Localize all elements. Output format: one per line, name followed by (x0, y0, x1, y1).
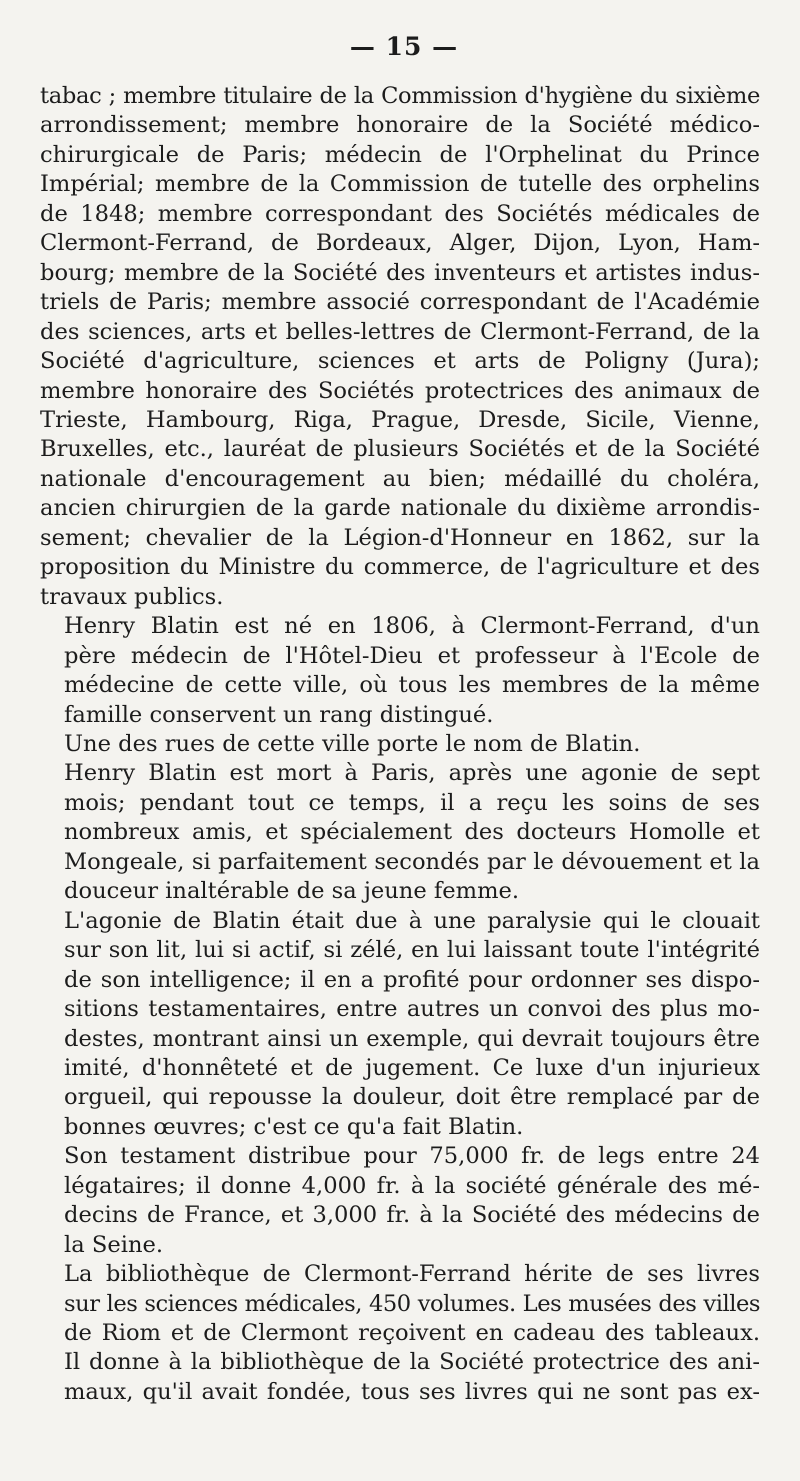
text-line: L'agonie de Blatin était due à une paralysie qui le clouait (64, 907, 760, 934)
text-line: tabac ; membre titulaire de la Commission d'hygiène du sixième (40, 83, 760, 109)
text-line: douceur inaltérable de sa jeune femme. (64, 878, 520, 905)
text-line: orgueil, qui repousse la douleur, doit être remplacé par de (64, 1084, 760, 1111)
paragraph (40, 82, 760, 612)
text-line: imité, d'honnêteté et de jugement. Ce luxe d'un injurieux (64, 1054, 760, 1081)
text-line: travaux publics. (40, 583, 224, 610)
text-line: arrondissement; membre honoraire de la Société médico- (40, 112, 760, 139)
text-line: mois; pendant tout ce temps, il a reçu les soins de ses (64, 789, 760, 816)
text-line: sement; chevalier de la Légion-d'Honneur en 1862, sur la (40, 524, 760, 551)
text-line: famille conservent un rang distingué. (64, 701, 494, 728)
text-line: proposition du Ministre du commerce, de l'agriculture et des (40, 554, 760, 581)
text-line: sitions testamentaires, entre autres un convoi des plus mo- (64, 996, 760, 1023)
text-line: Société d'agriculture, sciences et arts de Poligny (Jura); (40, 348, 760, 375)
text-line: Clermont-Ferrand, de Bordeaux, Alger, Dijon, Lyon, Ham- (40, 230, 760, 257)
text-line: bonnes œuvres; c'est ce qu'a fait Blatin. (64, 1113, 524, 1140)
text-line: destes, montrant ainsi un exemple, qui devrait toujours être (64, 1025, 760, 1052)
paragraph (40, 1142, 760, 1260)
paragraph (40, 1260, 760, 1407)
text-line: de son intelligence; il en a profité pour ordonner ses dispo- (64, 966, 760, 993)
text-line: Mongeale, si parfaitement secondés par le dévouement et la (64, 848, 760, 875)
text-line: La bibliothèque de Clermont-Ferrand hérite de ses livres (64, 1261, 760, 1288)
text-line: decins de France, et 3,000 fr. à la Société des médecins de (64, 1202, 760, 1229)
text-line: Henry Blatin est né en 1806, à Clermont-Ferrand, d'un (64, 613, 760, 640)
text-line: Impérial; membre de la Commission de tutelle des orphelins (40, 171, 760, 198)
text-line: nombreux amis, et spécialement des docteurs Homolle et (64, 819, 760, 846)
text-line: membre honoraire des Sociétés protectrices des animaux de (40, 377, 760, 404)
text-line: Trieste, Hambourg, Riga, Prague, Dresde, Sicile, Vienne, (40, 406, 760, 433)
text-line: Bruxelles, etc., lauréat de plusieurs Sociétés et de la Société (40, 436, 760, 463)
text-line: père médecin de l'Hôtel-Dieu et professeur à l'Ecole de (64, 642, 760, 669)
paragraph (40, 612, 760, 730)
text-line: des sciences, arts et belles-lettres de Clermont-Ferrand, de la (40, 318, 760, 345)
text-line: de Riom et de Clermont reçoivent en cadeau des tableaux. (64, 1320, 760, 1347)
text-line: chirurgicale de Paris; médecin de l'Orphelinat du Prince (40, 141, 760, 168)
text-line: bourg; membre de la Société des inventeurs et artistes indus- (40, 259, 760, 286)
body-text (40, 82, 760, 1407)
paragraph (40, 907, 760, 1143)
text-line: triels de Paris; membre associé correspondant de l'Académie (40, 289, 760, 316)
text-line: sur son lit, lui si actif, si zélé, en lui laissant toute l'intégrité (64, 937, 760, 964)
paragraph (40, 759, 760, 906)
text-line: Il donne à la bibliothèque de la Société protectrice des ani- (64, 1349, 760, 1376)
text-line: nationale d'encouragement au bien; médaillé du choléra, (40, 465, 760, 492)
text-line: sur les sciences médicales, 450 volumes. Les musées des villes (64, 1290, 760, 1317)
text-line: médecine de cette ville, où tous les membres de la même (64, 672, 760, 699)
text-line: légataires; il donne 4,000 fr. à la société générale des mé- (64, 1172, 760, 1199)
text-line: de 1848; membre correspondant des Sociétés médicales de (40, 200, 760, 227)
text-line: Une des rues de cette ville porte le nom de Blatin. (64, 730, 641, 757)
page-number: — 15 — (349, 32, 459, 61)
text-line: la Seine. (64, 1231, 164, 1258)
text-line: Henry Blatin est mort à Paris, après une agonie de sept (64, 760, 760, 787)
paragraph (40, 730, 760, 759)
text-line: ancien chirurgien de la garde nationale du dixième arrondis- (40, 495, 760, 522)
text-line: Son testament distribue pour 75,000 fr. de legs entre 24 (64, 1143, 760, 1170)
text-line: maux, qu'il avait fondée, tous ses livres qui ne sont pas ex- (64, 1378, 760, 1405)
